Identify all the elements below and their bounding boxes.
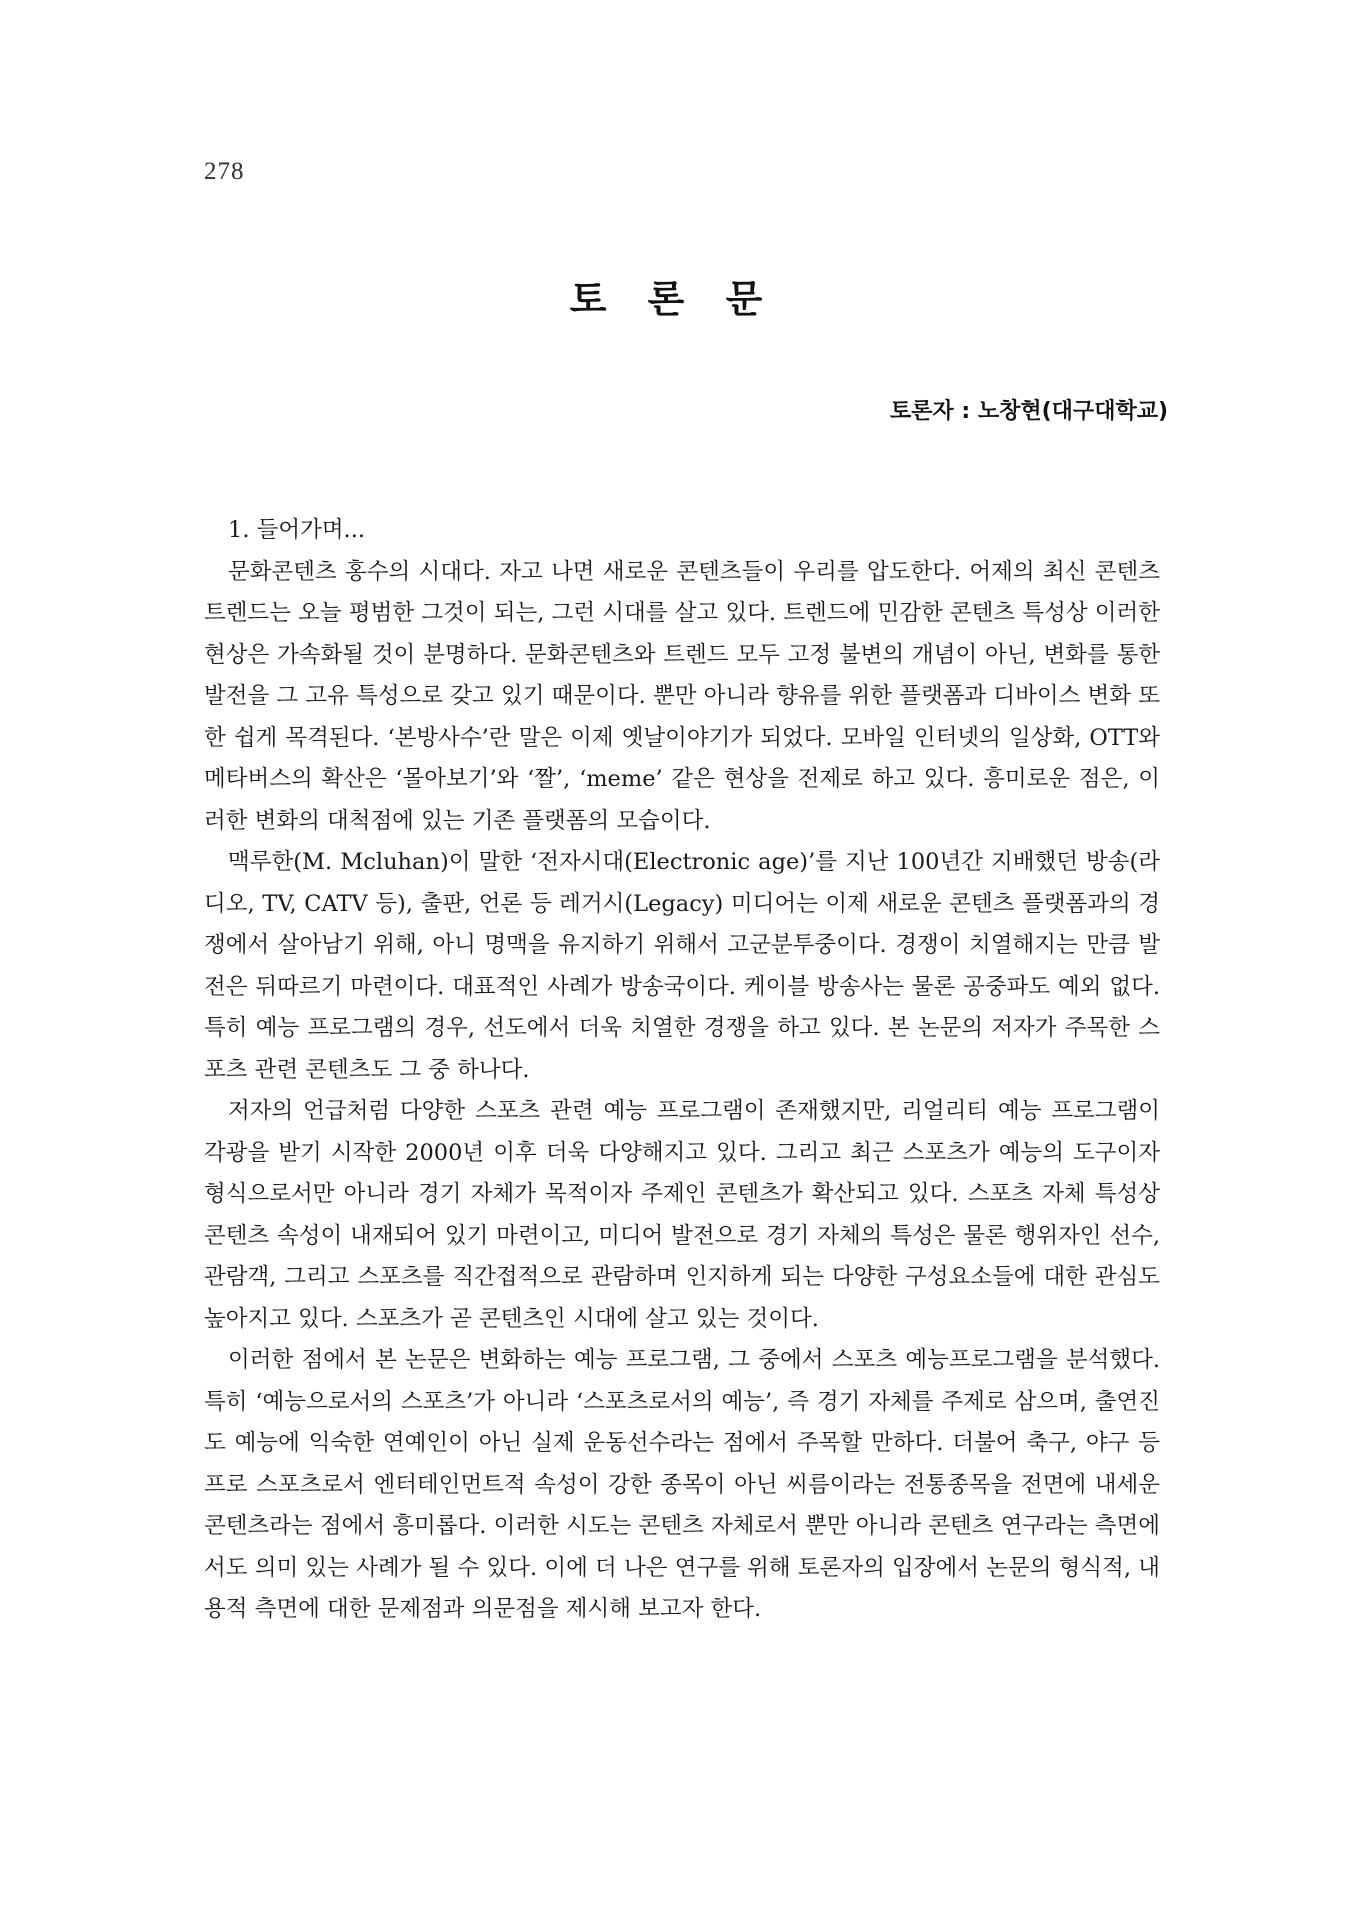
section-heading: 1. 들어가며...	[228, 517, 366, 543]
paragraph-4: 이러한 점에서 본 논문은 변화하는 예능 프로그램, 그 중에서 스포츠 예능프로그램을 분석했다. 특히 ‘예능으로서의 스포츠’가 아니라 ‘스포츠로서의 예능’, 즉 경기 자체를 주제로 삼으며, 출연진도 예능에 익숙한 연예인이 아닌 실제 운동선수라는 점에서 주목할 만하다. 더불어 축구, 야구 등 프로 스포츠로서 엔터테인먼트적 속성이 강한 종목이 아닌 씨름이라는 전통종목을 전면에 내세운 콘텐츠라는 점에서 흥미롭다. 이러한 시도는 콘텐츠 자체로서 뿐만 아니라 콘텐츠 연구라는 측면에서도 의미 있는 사례가 될 수 있다. 이에 더 나은 연구를 위해 토론자의 입장에서 논문의 형식적, 내용적 측면에 대한 문제점과 의문점을 제시해 보고자 한다.	[204, 1347, 1160, 1622]
paragraph-1: 문화콘텐츠 홍수의 시대다. 자고 나면 새로운 콘텐츠들이 우리를 압도한다. 어제의 최신 콘텐츠 트렌드는 오늘 평범한 그것이 되는, 그런 시대를 살고 있다. 트렌드에 민감한 콘텐츠 특성상 이러한 현상은 가속화될 것이 분명하다. 문화콘텐츠와 트렌드 모두 고정 불변의 개념이 아닌, 변화를 통한 발전을 그 고유 특성으로 갖고 있기 때문이다. 뿐만 아니라 향유를 위한 플랫폼과 디바이스 변화 또한 쉽게 목격된다. ‘본방사수’란 말은 이제 옛날이야기가 되었다. 모바일 인터넷의 일상화, OTT와 메타버스의 확산은 ‘몰아보기’와 ‘짤’, ‘meme’ 같은 현상을 전제로 하고 있다. 흥미로운 점은, 이러한 변화의 대척점에 있는 기존 플랫폼의 모습이다.	[204, 558, 1160, 834]
discussant-label: 토론자 : 노창현(대구대학교)	[890, 399, 1168, 424]
document-title: 토 론 문	[569, 277, 777, 321]
paragraph-3: 저자의 언급처럼 다양한 스포츠 관련 예능 프로그램이 존재했지만, 리얼리티 예능 프로그램이 각광을 받기 시작한 2000년 이후 더욱 다양해지고 있다. 그리고 최근 스포츠가 예능의 도구이자 형식으로서만 아니라 경기 자체가 목적이자 주제인 콘텐츠가 확산되고 있다. 스포츠 자체 특성상 콘텐츠 속성이 내재되어 있기 마련이고, 미디어 발전으로 경기 자체의 특성은 물론 행위자인 선수, 관람객, 그리고 스포츠를 직간접적으로 관람하며 인지하게 되는 다양한 구성요소들에 대한 관심도 높아지고 있다. 스포츠가 곧 콘텐츠인 시대에 살고 있는 것이다.	[204, 1098, 1160, 1332]
page-number: 278	[204, 158, 245, 185]
body-text	[204, 510, 1160, 1631]
paragraph-2: 맥루한(M. Mcluhan)이 말한 ‘전자시대(Electronic age)’를 지난 100년간 지배했던 방송(라디오, TV, CATV 등), 출판, 언론 등 레거시(Legacy) 미디어는 이제 새로운 콘텐츠 플랫폼과의 경쟁에서 살아남기 위해, 아니 명맥을 유지하기 위해서 고군분투중이다. 경쟁이 치열해지는 만큼 발전은 뒤따르기 마련이다. 대표적인 사례가 방송국이다. 케이블 방송사는 물론 공중파도 예외 없다. 특히 예능 프로그램의 경우, 선도에서 더욱 치열한 경쟁을 하고 있다. 본 논문의 저자가 주목한 스포츠 관련 콘텐츠도 그 중 하나다.	[204, 849, 1160, 1083]
